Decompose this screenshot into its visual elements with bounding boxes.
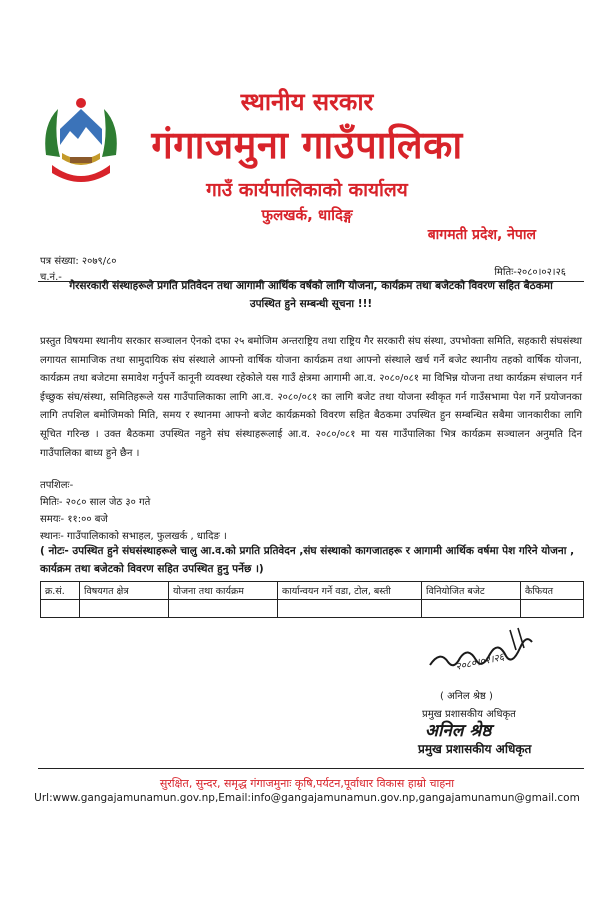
table-header-row <box>41 582 584 600</box>
header-province: बागमती प्रदेश, नेपाल <box>427 227 536 243</box>
details-heading: तपशिलः- <box>40 480 74 491</box>
header-title-municipality: गंगाजमुना गाउँपालिका <box>151 123 463 167</box>
table-header-cell: कार्यान्वयन गर्ने वडा, टोल, बस्ती <box>278 582 422 600</box>
signature-scribble <box>420 620 550 680</box>
table-row <box>41 600 584 618</box>
footer-rule <box>38 768 584 769</box>
table-cell <box>169 600 278 618</box>
reference-number: पत्र संख्या: २०७९/८० <box>40 256 117 267</box>
dispatch-number: च.नं.- <box>40 272 62 283</box>
table-header-cell: विनियोजित बजेट <box>422 582 521 600</box>
table-cell <box>521 600 584 618</box>
note: ( नोटः- उपस्थित हुने संघसंस्थाहरूले चालु आ.व.को प्रगति प्रतिवेदन ,संघ संस्थाको कागजातहरू र आगामी आर्थिक वर्षमा पेश गरिने योजना , कार्यक्रम तथा बजेटको विवरण सहित उपस्थित हुनु पर्नेछ ।) <box>40 545 575 575</box>
table-header-cell: विषयगत क्षेत्र <box>80 582 169 600</box>
signature-stamp-designation: प्रमुख प्रशासकीय अधिकृत <box>418 742 532 756</box>
table-header-cell: क्र.सं. <box>41 582 80 600</box>
header-address: फुलखर्क, धादिङ्ग <box>261 206 353 224</box>
signatory-designation: प्रमुख प्रशासकीय अधिकृत <box>422 709 516 720</box>
table-header-cell: योजना तथा कार्यक्रम <box>169 582 278 600</box>
signatory-name: ( अनिल श्रेष्ठ ) <box>440 691 493 702</box>
details-date: मितिः- २०८० साल जेठ ३० गते <box>40 497 151 508</box>
letter-date: मितिः-२०८०।०२।२६ <box>494 267 566 278</box>
body-paragraph: प्रस्तुत विषयमा स्थानीय सरकार सञ्चालन ऐनको दफा २५ बमोजिम अन्तराष्ट्रिय तथा राष्ट्रिय गैर सरकारी संघ संस्था, उपभोक्ता समिति, सहकारी संघसंस्था लगायत सामाजिक तथा सामुदायिक संघ संस्थाले आफ्नो वार्षिक योजना कार्यक्रम तथा आफ्नो संस्थाले खर्च गर्ने बजेट स्थानीय तहको वार्षिक योजना, कार्यक्रम तथा बजेटमा समावेश गर्नुपर्ने कानूनी व्यवस्था रहेकोले यस गाउँ क्षेत्रमा आगामी आ.व. २०८०/०८१ मा विभिन्न योजना तथा कार्यक्रम संचालन गर्न ईच्छुक संघ/संस्था, समितिहरूले यस गाउँपालिकाका लागि आ.व. २०८०/०८१ का लागि बजेट तथा योजना स्वीकृत गर्न गाउँसभामा पेश गर्ने प्रयोजनका लागि तपशिल बमोजिमको मिति, समय र स्थानमा आफ्नो बजेट कार्यक्रमको विवरण सहित बैठकमा उपस्थित हुन सम्बन्धित सबैमा जानकारीका लागि सूचित गरिन्छ । उक्त बैठकमा उपस्थित नहुने संघ संस्थाहरूलाई आ.व. २०८०/०८१ मा यस गाउँपालिका भित्र कार्यक्रम सञ्चालन अनुमति दिन गाउँपालिका बाध्य हुने छैन । <box>40 336 582 459</box>
header-title-line1: स्थानीय सरकार <box>240 88 374 116</box>
program-table <box>40 581 584 618</box>
subject <box>40 277 582 313</box>
subject-line1: गैरसरकारी संस्थाहरूले प्रगति प्रतिवेदन तथा आगामी आर्थिक वर्षको लागि योजना, कार्यक्रम तथा बजेटको विवरण सहित बैठकमा <box>69 280 553 292</box>
table-header-cell: कैफियत <box>521 582 584 600</box>
footer-contact: Url:www.gangajamunamun.gov.np,Email:info@gangajamunamun.gov.np,gangajamunamun@gmail.com <box>34 792 580 804</box>
details-venue: स्थानः- गाउँपालिकाको सभाहल, फुलखर्क , धादिङ । <box>40 531 227 542</box>
footer-slogan: सुरक्षित, सुन्दर, समृद्ध गंगाजमुनाः कृषि,पर्यटन,पूर्वाधार विकास हाम्रो चाहना <box>159 777 455 790</box>
subject-line2: उपस्थित हुने सम्बन्धी सूचना !!! <box>249 298 373 310</box>
table-cell <box>41 600 80 618</box>
details-time: समयः- ११:०० बजे <box>40 514 108 525</box>
table-cell <box>422 600 521 618</box>
header-office-name: गाउँ कार्यपालिकाको कार्यालय <box>206 179 408 201</box>
table-cell <box>278 600 422 618</box>
signature-stamp-name: अनिल श्रेष्ठ <box>425 721 492 741</box>
table-cell <box>80 600 169 618</box>
handwritten-date: २०८०।०२।२६ <box>454 651 506 673</box>
